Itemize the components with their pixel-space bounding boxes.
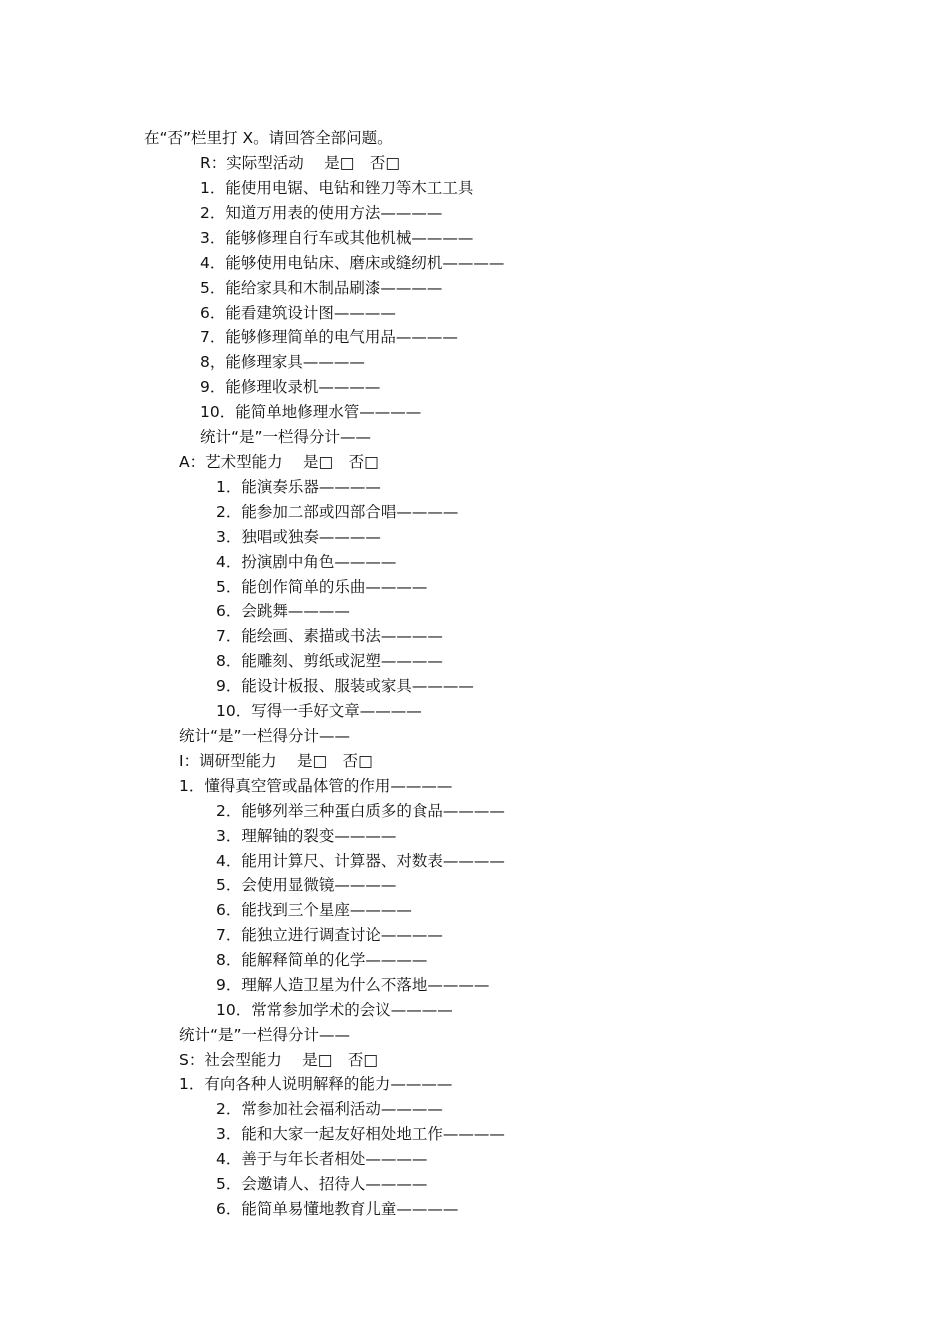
list-item: 4．能够使用电钻床、磨床或缝纫机———— [200,254,505,272]
list-item: 6．会跳舞———— [216,602,350,620]
list-item: 7．能独立进行调查讨论———— [216,926,443,944]
list-item: 6．能找到三个星座———— [216,901,412,919]
list-item: 2．常参加社会福利活动———— [216,1100,443,1118]
list-item: 9．能修理收录机———— [200,378,381,396]
section-heading-social: S：社会型能力 是□ 否□ [179,1051,379,1069]
list-item: 2．能参加二部或四部合唱———— [216,503,459,521]
list-item: 3．理解铀的裂变———— [216,827,397,845]
list-item: 3．能够修理自行车或其他机械———— [200,229,474,247]
list-item: 4．扮演剧中角色———— [216,553,397,571]
list-item: 6．能看建筑设计图———— [200,304,396,322]
list-item: 1．有向各种人说明解释的能力———— [179,1075,453,1093]
list-item: 8．能解释简单的化学———— [216,951,428,969]
section-heading-realistic: R：实际型活动 是□ 否□ [200,154,400,172]
list-item: 9．能设计板报、服装或家具———— [216,677,474,695]
list-item: 7．能够修理简单的电气用品———— [200,328,458,346]
list-item: 4．善于与年长者相处———— [216,1150,428,1168]
list-item: 10．常常参加学术的会议———— [216,1001,453,1019]
list-item: 5．会使用显微镜———— [216,876,397,894]
list-item: 2．能够列举三种蛋白质多的食品———— [216,802,505,820]
list-item: 5．能创作简单的乐曲———— [216,578,428,596]
list-item: 8，能修理家具———— [200,353,365,371]
list-item: 2．知道万用表的使用方法———— [200,204,443,222]
list-item: 10．能简单地修理水管———— [200,403,422,421]
section-heading-investigative: I：调研型能力 是□ 否□ [179,752,373,770]
list-item: 1．能演奏乐器———— [216,478,381,496]
list-item: 7．能绘画、素描或书法———— [216,627,443,645]
list-item: 5．能给家具和木制品刷漆———— [200,279,443,297]
list-item: 3．能和大家一起友好相处地工作———— [216,1125,505,1143]
list-item: 9．理解人造卫星为什么不落地———— [216,976,490,994]
list-item: 1．能使用电锯、电钻和锉刀等木工工具 [200,179,474,197]
list-item: 8．能雕刻、剪纸或泥塑———— [216,652,443,670]
score-total-line: 统计“是”一栏得分计—— [200,428,372,446]
list-item: 6．能简单易懂地教育儿童———— [216,1200,459,1218]
list-item: 1．懂得真空管或晶体管的作用———— [179,777,453,795]
list-item: 5．会邀请人、招待人———— [216,1175,428,1193]
score-total-line: 统计“是”一栏得分计—— [179,1026,351,1044]
list-item: 4．能用计算尺、计算器、对数表———— [216,852,505,870]
list-item: 10．写得一手好文章———— [216,702,422,720]
section-heading-artistic: A：艺术型能力 是□ 否□ [179,453,379,471]
list-item: 3．独唱或独奏———— [216,528,381,546]
score-total-line: 统计“是”一栏得分计—— [179,727,351,745]
intro-instruction: 在“否”栏里打 X。请回答全部问题。 [144,129,393,147]
